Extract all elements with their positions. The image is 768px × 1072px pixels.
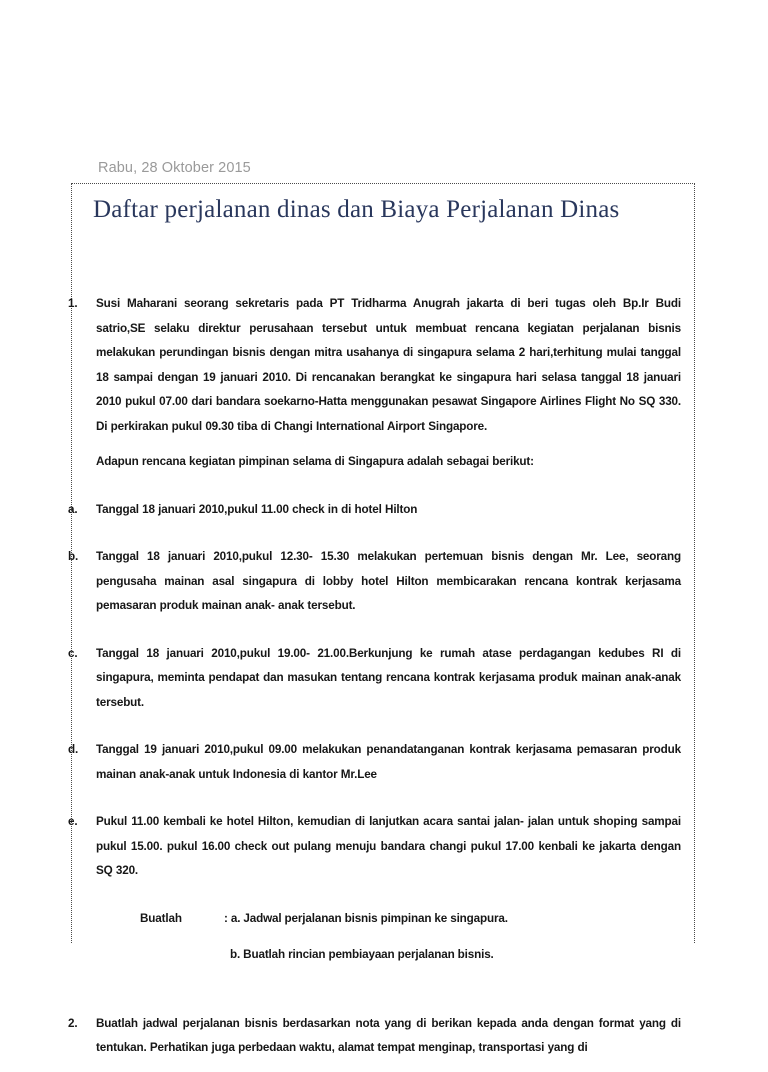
list-item-text: Buatlah jadwal perjalanan bisnis berdasarkan nota yang di berikan kepada anda dengan format yang di tentukan. Perhatikan juga perbedaan waktu, alamat tempat menginap, transportasi yang di: [96, 1016, 681, 1054]
document-frame: [68, 183, 695, 1054]
list-item-text: Tanggal 19 januari 2010,pukul 09.00 melakukan penandatanganan kontrak kerjasama pemasaran produk mainan anak-anak untuk Indonesia di kantor Mr.Lee: [96, 743, 681, 781]
list-item-text: Tanggal 18 januari 2010,pukul 12.30- 15.30 melakukan pertemuan bisnis dengan Mr. Lee, seorang pengusaha mainan asal singapura di lobby hotel Hilton membicarakan rencana kontrak kerjasama pemasaran produk mainan anak- anak tersebut.: [96, 550, 681, 612]
instruction-row-a: [96, 907, 696, 932]
instruction-row-b: [96, 943, 696, 968]
instruction-block: [72, 907, 696, 968]
document-body: [68, 292, 696, 1072]
page-title: Daftar perjalanan dinas dan Biaya Perjalanan Dinas: [93, 196, 620, 223]
list-marker: d.: [68, 743, 79, 756]
spacer: [72, 630, 696, 642]
list-item-text: Tanggal 18 januari 2010,pukul 19.00- 21.00.Berkunjung ke rumah atase perdagangan kedubes RI di singapura, meminta pendapat dan masukan tentang rencana kontrak kerjasama produk mainan anak-anak tersebut.: [96, 646, 681, 709]
list-marker: c.: [68, 646, 78, 660]
list-marker: a.: [68, 502, 78, 516]
list-item: [68, 1012, 696, 1061]
list-item-text: Susi Maharani seorang sekretaris pada PT Tridharma Anugrah jakarta di beri tugas oleh Bp.Ir Budi satrio,SE selaku direktur perusahaan tersebut untuk membuat rencana kegiatan perjalanan bisnis melakukan perundingan bisnis dengan mitra usahanya di singapura selama 2 hari,terhitung mulai tanggal 18 sampai dengan 19 januari 2010. Di rencanakan berangkat ke singapura hari selasa tanggal 18 januari 2010 pukul 07.00 dari bandara soekarno-Hatta menggunakan pesawat Singapore Airlines Flight No SQ 330. Di perkirakan pukul 09.30 tiba di Changi International Airport Singapore.: [96, 297, 681, 433]
instruction-text-b: b. Buatlah rincian pembiayaan perjalanan bisnis.: [230, 948, 494, 961]
document-date: Rabu, 28 Oktober 2015: [98, 160, 251, 176]
spacer: [72, 798, 696, 810]
spacer: [96, 931, 696, 943]
list-item: [72, 450, 696, 475]
spacer: [72, 726, 696, 738]
list-marker: 2.: [68, 1016, 78, 1030]
list-item-text: Pukul 11.00 kembali ke hotel Hilton, kemudian di lanjutkan acara santai jalan- jalan untuk shoping sampai pukul 15.00. pukul 16.00 check out pulang menuju bandara changi pukul 17.00 kenbali ke jakarta dengan SQ 320.: [96, 815, 681, 877]
list-item: [68, 498, 696, 523]
list-marker: b.: [68, 550, 79, 563]
list-item: [68, 292, 696, 439]
list-item: [68, 642, 696, 716]
list-item-text: Adapun rencana kegiatan pimpinan selama di Singapura adalah sebagai berikut:: [96, 455, 534, 468]
list-marker: e.: [68, 815, 78, 828]
list-item-text: Tanggal 18 januari 2010,pukul 11.00 check in di hotel Hilton: [96, 502, 418, 516]
list-item: [68, 738, 696, 787]
list-item: [68, 810, 696, 884]
instruction-text-a: : a. Jadwal perjalanan bisnis pimpinan ke singapura.: [224, 911, 508, 925]
spacer: [72, 895, 696, 907]
list-marker: 1.: [68, 297, 78, 310]
instruction-label: Buatlah: [140, 911, 182, 925]
spacer: [72, 968, 696, 1012]
list-item: [68, 545, 696, 619]
spacer: [72, 486, 696, 498]
spacer: [72, 533, 696, 545]
